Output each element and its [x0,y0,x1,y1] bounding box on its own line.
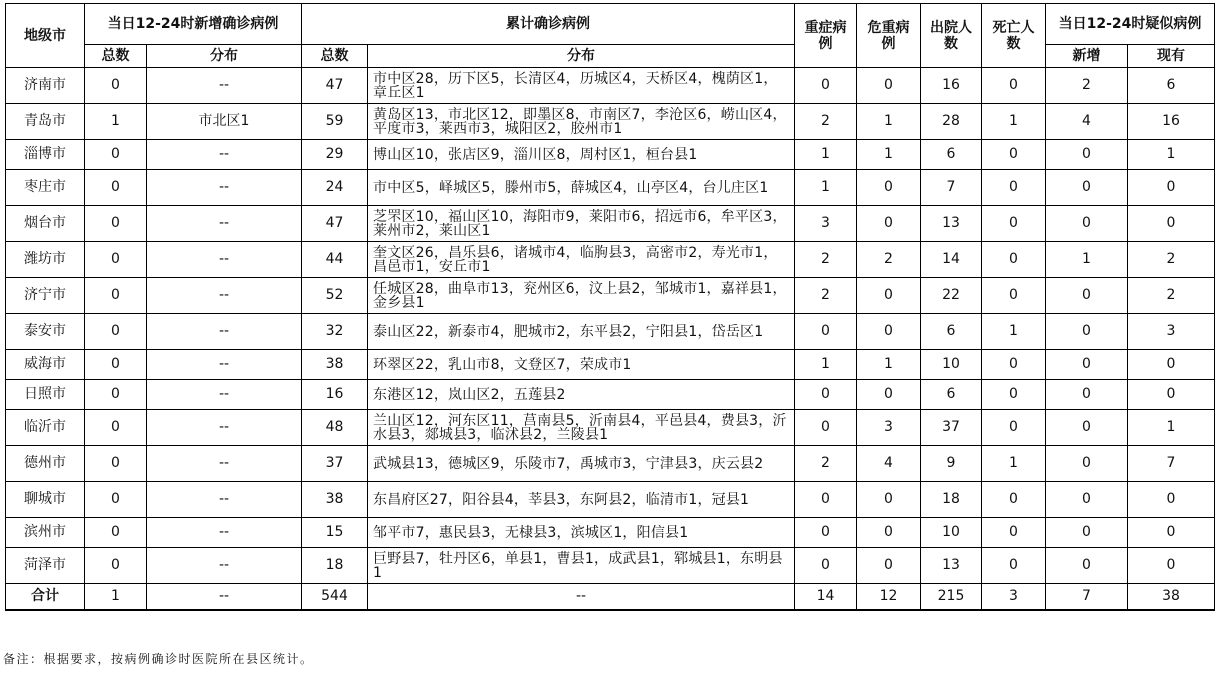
header-critical: 危重病例 [857,4,921,68]
cumulative-distribution: 市中区5，峄城区5，滕州市5，薛城区4，山亭区4，台儿庄区1 [368,170,795,206]
discharged-count: 6 [921,314,982,350]
critical-count: 1 [857,140,921,170]
header-cumulative: 累计确诊病例 [302,4,795,45]
city-name: 临沂市 [6,410,85,446]
cumulative-total: 37 [302,446,368,482]
critical-count: 0 [857,518,921,548]
severe-count: 2 [795,278,857,314]
table-row [6,350,1215,380]
header-region: 地级市 [6,4,85,68]
discharged-count: 37 [921,410,982,446]
table-row [6,206,1215,242]
city-name: 青岛市 [6,104,85,140]
header-discharged: 出院人数 [921,4,982,68]
death-count: 0 [982,410,1046,446]
header-suspected: 当日12-24时疑似病例 [1046,4,1215,45]
new-distribution: -- [147,68,302,104]
new-total: 0 [85,140,147,170]
cumulative-total: 48 [302,410,368,446]
discharged-count: 7 [921,170,982,206]
critical-count: 4 [857,446,921,482]
suspect-current: 0 [1128,548,1215,584]
city-name: 济宁市 [6,278,85,314]
new-total: 0 [85,446,147,482]
suspect-current: 0 [1128,482,1215,518]
header-severe: 重症病例 [795,4,857,68]
severe-count: 1 [795,140,857,170]
discharged-count: 13 [921,548,982,584]
discharged-count: 10 [921,518,982,548]
total-new-dist: -- [147,584,302,611]
table-row [6,518,1215,548]
new-distribution: -- [147,380,302,410]
suspect-current: 3 [1128,314,1215,350]
death-count: 0 [982,140,1046,170]
table-row [6,446,1215,482]
city-name: 威海市 [6,350,85,380]
death-count: 0 [982,206,1046,242]
suspect-new: 0 [1046,278,1128,314]
new-distribution: -- [147,140,302,170]
cumulative-distribution: 任城区28，曲阜市13，兖州区6，汶上县2，邹城市1，嘉祥县1，金乡县1 [368,278,795,314]
suspect-new: 0 [1046,170,1128,206]
table-row [6,410,1215,446]
cumulative-distribution: 东昌府区27，阳谷县4，莘县3，东阿县2，临清市1，冠县1 [368,482,795,518]
severe-count: 3 [795,206,857,242]
death-count: 0 [982,518,1046,548]
critical-count: 3 [857,410,921,446]
total-critical: 12 [857,584,921,611]
death-count: 0 [982,68,1046,104]
discharged-count: 22 [921,278,982,314]
new-total: 0 [85,242,147,278]
severe-count: 0 [795,482,857,518]
death-count: 0 [982,278,1046,314]
cumulative-distribution: 黄岛区13，市北区12，即墨区8，市南区7，李沧区6，崂山区4，平度市3，莱西市3，城阳区2，胶州市1 [368,104,795,140]
table-row [6,548,1215,584]
severe-count: 1 [795,170,857,206]
discharged-count: 16 [921,68,982,104]
city-name: 枣庄市 [6,170,85,206]
critical-count: 0 [857,206,921,242]
cumulative-total: 38 [302,350,368,380]
table-row [6,170,1215,206]
severe-count: 2 [795,104,857,140]
total-cum-dist: -- [368,584,795,611]
suspect-new: 0 [1046,350,1128,380]
critical-count: 1 [857,350,921,380]
new-total: 0 [85,170,147,206]
cumulative-distribution: 邹平市7，惠民县3，无棣县3，滨城区1，阳信县1 [368,518,795,548]
total-discharged: 215 [921,584,982,611]
city-name: 淄博市 [6,140,85,170]
severe-count: 2 [795,446,857,482]
suspect-new: 0 [1046,482,1128,518]
cumulative-distribution: 芝罘区10，福山区10，海阳市9，莱阳市6，招远市6，牟平区3，莱州市2，莱山区1 [368,206,795,242]
table-row [6,104,1215,140]
critical-count: 2 [857,242,921,278]
death-count: 0 [982,170,1046,206]
cumulative-total: 32 [302,314,368,350]
subheader-suspect-new: 新增 [1046,45,1128,68]
new-total: 0 [85,278,147,314]
cumulative-distribution: 泰山区22，新泰市4，肥城市2，东平县2，宁阳县1，岱岳区1 [368,314,795,350]
discharged-count: 6 [921,140,982,170]
death-count: 0 [982,548,1046,584]
suspect-new: 0 [1046,140,1128,170]
cumulative-total: 44 [302,242,368,278]
table-row [6,68,1215,104]
suspect-new: 0 [1046,206,1128,242]
city-name: 泰安市 [6,314,85,350]
new-distribution: -- [147,446,302,482]
table-row [6,140,1215,170]
death-count: 0 [982,350,1046,380]
suspect-new: 0 [1046,314,1128,350]
death-count: 1 [982,314,1046,350]
new-distribution: -- [147,482,302,518]
suspect-current: 2 [1128,242,1215,278]
subheader-new-dist: 分布 [147,45,302,68]
suspect-new: 0 [1046,380,1128,410]
discharged-count: 14 [921,242,982,278]
death-count: 0 [982,242,1046,278]
table-row [6,314,1215,350]
header-deaths: 死亡人数 [982,4,1046,68]
suspect-new: 0 [1046,548,1128,584]
new-total: 0 [85,482,147,518]
new-total: 0 [85,380,147,410]
cumulative-distribution: 奎文区26，昌乐县6，诸城市4，临朐县3，高密市2，寿光市1，昌邑市1，安丘市1 [368,242,795,278]
cumulative-distribution: 东港区12，岚山区2，五莲县2 [368,380,795,410]
new-distribution: -- [147,548,302,584]
new-total: 1 [85,104,147,140]
city-name: 聊城市 [6,482,85,518]
new-distribution: -- [147,170,302,206]
city-name: 潍坊市 [6,242,85,278]
city-name: 日照市 [6,380,85,410]
discharged-count: 13 [921,206,982,242]
subheader-new-total: 总数 [85,45,147,68]
city-name: 菏泽市 [6,548,85,584]
new-distribution: -- [147,410,302,446]
subheader-cum-total: 总数 [302,45,368,68]
footnote: 备注：根据要求，按病例确诊时医院所在县区统计。 [3,652,314,666]
discharged-count: 6 [921,380,982,410]
cumulative-total: 59 [302,104,368,140]
new-total: 0 [85,68,147,104]
total-new-total: 1 [85,584,147,611]
cumulative-distribution: 博山区10，张店区9，淄川区8，周村区1，桓台县1 [368,140,795,170]
suspect-new: 0 [1046,410,1128,446]
new-total: 0 [85,206,147,242]
suspect-current: 0 [1128,350,1215,380]
table-row [6,482,1215,518]
death-count: 0 [982,380,1046,410]
new-distribution: -- [147,314,302,350]
new-distribution: -- [147,350,302,380]
table-row [6,242,1215,278]
header-new-confirmed: 当日12-24时新增确诊病例 [85,4,302,45]
table-row [6,380,1215,410]
suspect-new: 1 [1046,242,1128,278]
total-severe: 14 [795,584,857,611]
suspect-current: 1 [1128,410,1215,446]
suspect-current: 6 [1128,68,1215,104]
cumulative-total: 47 [302,206,368,242]
suspect-current: 16 [1128,104,1215,140]
new-total: 0 [85,410,147,446]
cumulative-distribution: 兰山区12，河东区11，莒南县5，沂南县4，平邑县4，费县3，沂水县3，郯城县3，临沭县2，兰陵县1 [368,410,795,446]
critical-count: 0 [857,170,921,206]
city-name: 济南市 [6,68,85,104]
cumulative-total: 38 [302,482,368,518]
severe-count: 0 [795,410,857,446]
critical-count: 0 [857,548,921,584]
epidemic-table [5,3,1215,611]
cumulative-total: 16 [302,380,368,410]
cumulative-distribution: 巨野县7，牡丹区6，单县1，曹县1，成武县1，郓城县1，东明县1 [368,548,795,584]
critical-count: 0 [857,380,921,410]
new-distribution: 市北区1 [147,104,302,140]
death-count: 1 [982,104,1046,140]
critical-count: 0 [857,314,921,350]
new-total: 0 [85,350,147,380]
suspect-current: 0 [1128,518,1215,548]
subheader-suspect-current: 现有 [1128,45,1215,68]
cumulative-distribution: 环翠区22，乳山市8，文登区7，荣成市1 [368,350,795,380]
total-deaths: 3 [982,584,1046,611]
cumulative-distribution: 市中区28，历下区5，长清区4，历城区4，天桥区4，槐荫区1，章丘区1 [368,68,795,104]
cumulative-total: 52 [302,278,368,314]
suspect-current: 0 [1128,380,1215,410]
new-distribution: -- [147,278,302,314]
cumulative-total: 18 [302,548,368,584]
severe-count: 1 [795,350,857,380]
cumulative-distribution: 武城县13，德城区9，乐陵市7，禹城市3，宁津县3，庆云县2 [368,446,795,482]
discharged-count: 18 [921,482,982,518]
new-total: 0 [85,314,147,350]
new-distribution: -- [147,518,302,548]
cumulative-total: 24 [302,170,368,206]
city-name: 滨州市 [6,518,85,548]
suspect-current: 2 [1128,278,1215,314]
cumulative-total: 15 [302,518,368,548]
total-row [6,584,1215,611]
suspect-current: 0 [1128,170,1215,206]
new-total: 0 [85,548,147,584]
total-cum-total: 544 [302,584,368,611]
total-suspect-new: 7 [1046,584,1128,611]
severe-count: 0 [795,380,857,410]
suspect-new: 4 [1046,104,1128,140]
discharged-count: 28 [921,104,982,140]
severe-count: 0 [795,548,857,584]
death-count: 0 [982,482,1046,518]
new-total: 0 [85,518,147,548]
subheader-cum-dist: 分布 [368,45,795,68]
suspect-new: 2 [1046,68,1128,104]
severe-count: 2 [795,242,857,278]
cumulative-total: 29 [302,140,368,170]
total-label: 合计 [6,584,85,611]
total-suspect-current: 38 [1128,584,1215,611]
critical-count: 0 [857,68,921,104]
new-distribution: -- [147,242,302,278]
severe-count: 0 [795,518,857,548]
suspect-current: 7 [1128,446,1215,482]
critical-count: 0 [857,482,921,518]
severe-count: 0 [795,314,857,350]
suspect-new: 0 [1046,518,1128,548]
suspect-current: 0 [1128,206,1215,242]
death-count: 1 [982,446,1046,482]
table-row [6,278,1215,314]
city-name: 烟台市 [6,206,85,242]
discharged-count: 9 [921,446,982,482]
city-name: 德州市 [6,446,85,482]
critical-count: 0 [857,278,921,314]
discharged-count: 10 [921,350,982,380]
new-distribution: -- [147,206,302,242]
severe-count: 0 [795,68,857,104]
critical-count: 1 [857,104,921,140]
suspect-current: 1 [1128,140,1215,170]
cumulative-total: 47 [302,68,368,104]
suspect-new: 0 [1046,446,1128,482]
